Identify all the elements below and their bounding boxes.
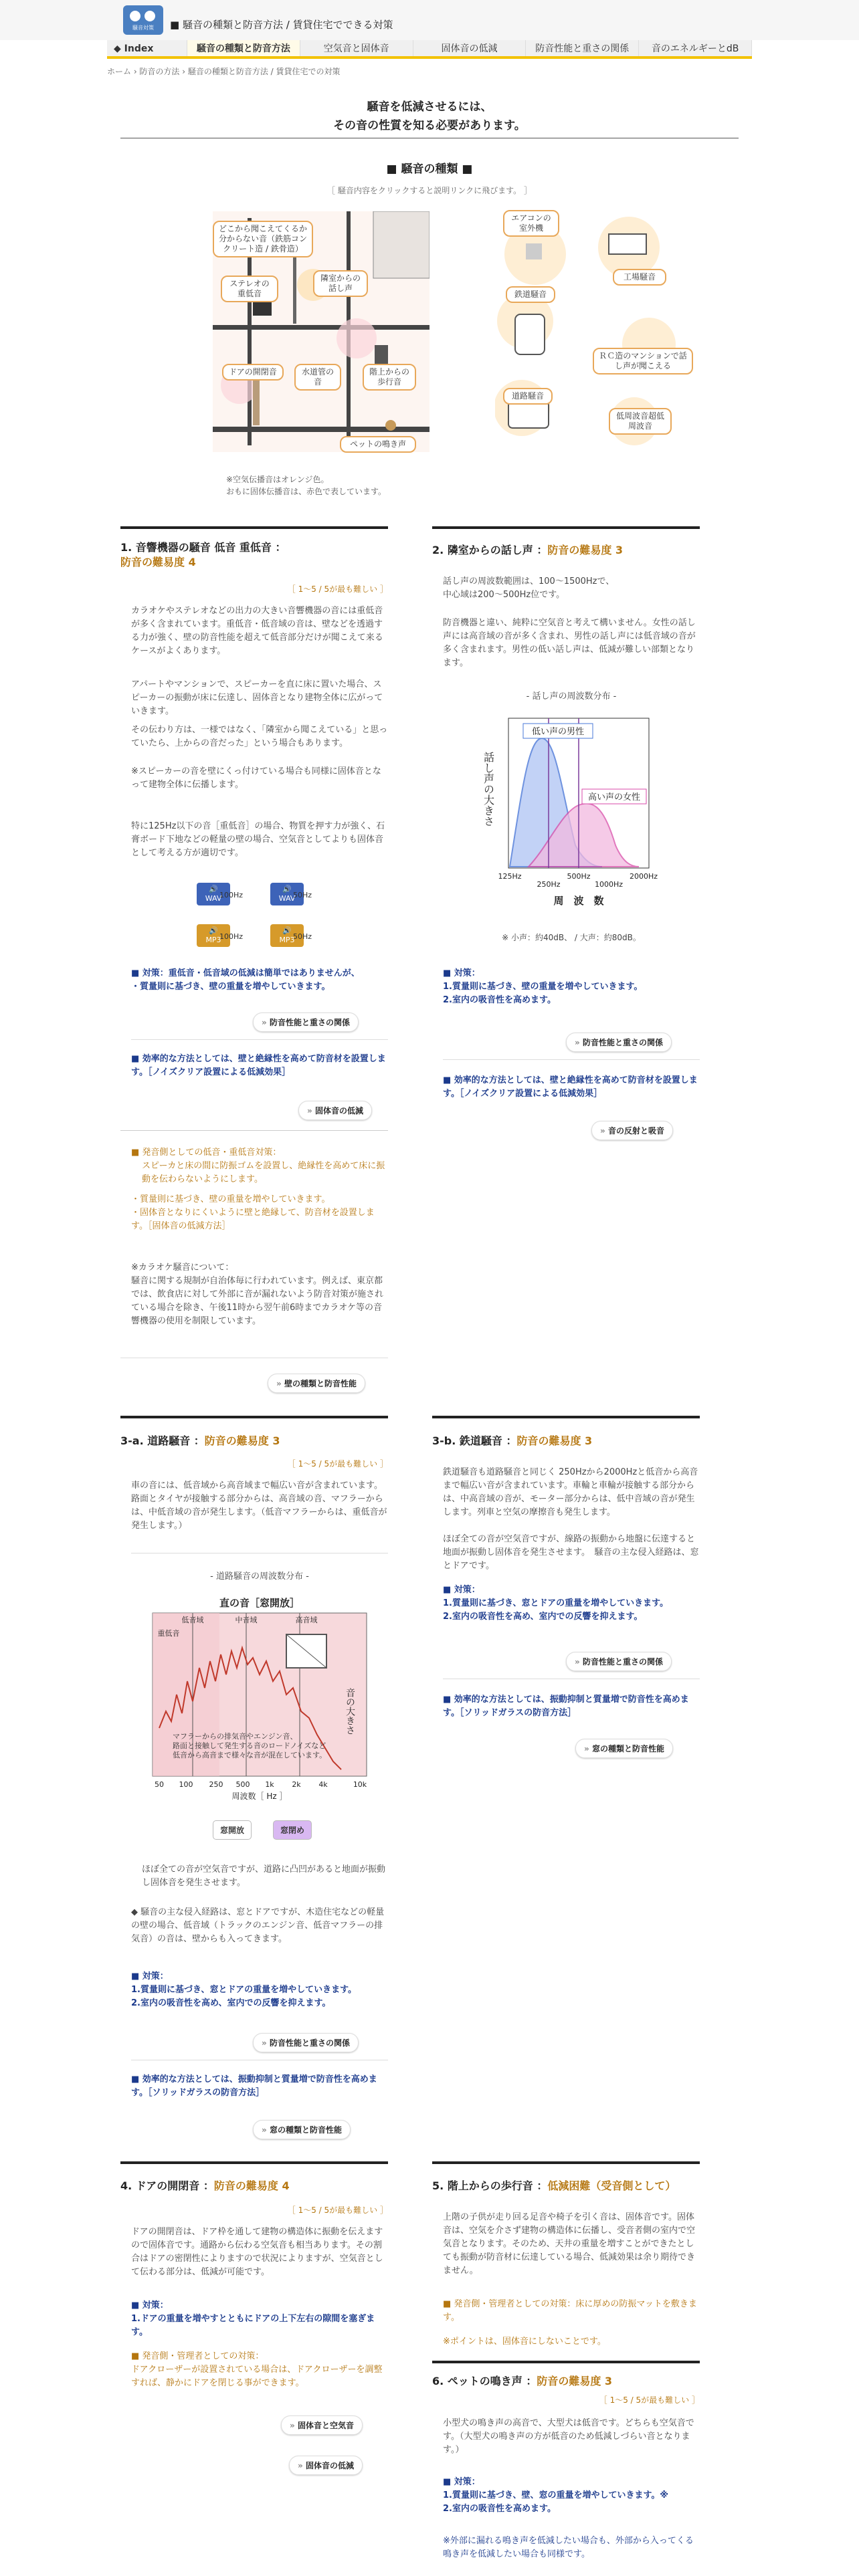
link-weight-relation[interactable]: » 防音性能と重さの関係 (566, 1033, 672, 1052)
section-rule (120, 526, 388, 529)
s1-measure-2: ・質量則に基づき、壁の重量を増やしていきます。 (131, 982, 330, 992)
tag-rc-voice[interactable]: ＲＣ造のマンションで話し声が聞こえる (593, 348, 693, 374)
s2-measure-4: ■ 効率的な方法としては、壁と絶縁性を高めて防音材を設置します。［ノイズクリア設置による低減効果］ (443, 1075, 698, 1099)
link-window-types[interactable]: » 窓の種類と防音性能 (253, 2120, 351, 2139)
voice-frequency-chart (468, 712, 662, 912)
legend-line-2: おもに固体伝播音は、赤色で表しています。 (226, 487, 387, 496)
types-note: ［ 騒音内容をクリックすると説明リンクに飛びます。 ］ (327, 186, 532, 195)
x-tick-1k: 1k (265, 1780, 274, 1789)
tag-unknown-source[interactable]: どこから聞こえてくるか分からない音（鉄筋コンクリート造 / 鉄骨造） (213, 221, 313, 257)
s3b-measure-4: ■ 効率的な方法としては、振動抑制と質量増で防音性を高めます。［ソリッドガラスの防音方法］ (443, 1695, 689, 1718)
s3a-chart-caption: - 道路騒音の周波数分布 - (210, 1572, 309, 1582)
s4-title: 4. ドアの開閉音 ： (120, 2179, 214, 2192)
band-high: 高音域 (295, 1616, 318, 1624)
link-window-types[interactable]: » 窓の種類と防音性能 (575, 1739, 673, 1758)
tag-water-pipe[interactable]: 水道管の音 (294, 364, 341, 391)
s3b-measure-3: 2.室内の吸音性を高め、室内での反響を抑えます。 (443, 1612, 643, 1622)
x-axis-label: 周 波 数 (553, 895, 604, 907)
sound-wav-100hz[interactable]: 🔊 WAV (197, 883, 230, 905)
sound-label: 100Hz (219, 891, 244, 899)
s2-measure-1: ■ 対策： (443, 968, 480, 978)
x-tick-2000: 2000Hz (629, 872, 658, 881)
s3a-heading (120, 1434, 388, 1448)
s3b-p2: ほぼ全ての音が空気音ですが、線路の振動から地盤に伝達すると地面が振動し固体音を発生させます。 騒音の主な侵入経路は、窓とドアです。 (443, 1534, 699, 1571)
s2-chart-caption: - 話し声の周波数分布 - (526, 691, 617, 702)
tag-neighbor-voice[interactable]: 隣室からの話し声 (313, 270, 368, 297)
nav-structure-reduction[interactable]: 固体音の低減 (413, 40, 527, 56)
tag-stereo-bass[interactable]: ステレオの重低音 (221, 276, 278, 302)
site-logo[interactable] (123, 5, 163, 35)
divider (131, 1039, 388, 1040)
nav-weight-relation[interactable]: 防音性能と重さの関係 (526, 40, 639, 56)
sound-mp3-100hz[interactable]: 🔊 MP3 (197, 924, 230, 947)
s2-measure-2: 1.質量則に基づき、壁の重量を増やしていきます。 (443, 982, 643, 992)
s1-measure-3: ■ 効率的な方法としては、壁と絶縁性を高めて防音材を設置します。［ノイズクリア設置による低減効果］ (131, 1054, 386, 1077)
sound-mp3-50hz[interactable]: 🔊 MP3 (270, 924, 304, 947)
site-title: ■ 騒音の種類と防音方法 / 賃貸住宅でできる対策 (170, 19, 393, 31)
s6-measure-2: 1.質量則に基づき、壁、窓の重量を増やしていきます。※ (443, 2490, 669, 2500)
x-tick-2k: 2k (292, 1780, 301, 1789)
s1-p5: 特に125Hz以下の音［重低音］の場合、物質を押す力が強く、石膏ボード下地などの軽量の壁の場合、空気音としてよりも固体音として考える方が適切です。 (131, 821, 385, 858)
legend-male: 低い声の男性 (531, 727, 585, 737)
s3b-level: 防音の難易度 3 (516, 1434, 593, 1447)
section-rule (432, 1416, 700, 1418)
s4-measure-2: 1.ドアの重量を増やすとともにドアの上下左右の隙間を塞ぎます。 (131, 2314, 375, 2337)
s3a-measure-2: 1.質量則に基づき、窓とドアの重量を増やしていきます。 (131, 1985, 357, 1995)
legend-line-1: ※空気伝播音はオレンジ色。 (226, 475, 329, 484)
x-tick-10k: 10k (353, 1780, 367, 1789)
s3a-p2: ほぼ全ての音が空気音ですが、道路に凸凹があると地面が振動し固体音を発生させます。 (142, 1864, 386, 1888)
legend-note (226, 473, 386, 498)
divider (120, 1130, 388, 1131)
s3b-title: 3-b. 鉄道騒音 ： (432, 1434, 517, 1447)
chart-subtitle: 直の音［窓開放］ (219, 1597, 300, 1609)
s3b-heading (432, 1434, 700, 1448)
tag-footsteps[interactable]: 階上からの歩行音 (363, 364, 416, 391)
s1-heading (120, 540, 388, 570)
s1-difficulty: ［ 1～5 / 5が最も難しい ］ (287, 584, 388, 594)
s1-measure-1: ■ 対策：重低音・低音域の低減は簡単ではありませんが、 (131, 968, 360, 978)
link-wall-types[interactable]: » 壁の種類と防音性能 (268, 1374, 365, 1393)
link-structure-reduction[interactable]: » 固体音の低減 (289, 2456, 363, 2475)
intro-text (120, 98, 739, 135)
intro-line-2: その音の性質を知る必要があります。 (333, 119, 526, 132)
nav-airborne-structure[interactable]: 空気音と固体音 (300, 40, 413, 56)
road-noise-chart (146, 1594, 373, 1802)
s1-o2: スピーカと床の間に防振ゴムを設置し、絶縁性を高めて床に振動を伝わらないようにします。 (142, 1161, 385, 1184)
breadcrumb[interactable]: ホーム › 防音の方法 › 騒音の種類と防音方法 / 賃貸住宅での対策 (107, 67, 341, 76)
legend-female: 高い声の女性 (587, 792, 641, 802)
s2-p3: 防音機器と違い、純粋に空気音と考えて構いません。女性の話し声には高音域の音が多く含まれ、男性の話し声には低音域の音が多く含まれます。男性の低い話し声は、低減が難しい部類となります。 (443, 618, 696, 668)
s1-p1: カラオケやステレオなどの出力の大きい音響機器の音には重低音が多く含まれています。重低音・低音域の音は、壁などを透過する力が強く、壁の防音性能を超えて低音部分だけが聞こえて来るケースがよくあります。 (131, 606, 383, 656)
s1-p4: ※スピーカーの音を壁にくっ付けている場合も同様に固体音となって建物全体に伝播します。 (131, 766, 381, 790)
main-nav (107, 40, 752, 59)
s2-measure-3: 2.室内の吸音性を高めます。 (443, 995, 556, 1005)
link-structure-reduction[interactable]: » 固体音の低減 (298, 1101, 372, 1120)
s3a-measure-4: ■ 効率的な方法としては、振動抑制と質量増で防音性を高めます。［ソリッドガラスの防音方法］ (131, 2074, 377, 2098)
x-tick-125: 125Hz (498, 872, 522, 881)
y-axis-label-road: 音の大きさ (345, 1688, 355, 1735)
s1-o1: ■ 発音側としての低音・重低音対策： (131, 1148, 282, 1158)
s6-p1: 小型犬の鳴き声の高音で、大型犬は低音です。どちらも空気音です。（大型犬の鳴き声の方が低音のため低減しづらい音となります。） (443, 2418, 694, 2455)
s6-heading (432, 2374, 700, 2389)
x-tick-500: 500Hz (567, 872, 591, 881)
sound-label: 50Hz (293, 932, 312, 941)
x-tick-4k: 4k (318, 1780, 328, 1789)
s4-measure-1: ■ 対策： (131, 2300, 169, 2311)
s4-o1: ■ 発音側・管理者としての対策： (131, 2351, 264, 2361)
s6-difficulty: ［ 1～5 / 5が最も難しい ］ (599, 2395, 700, 2405)
s5-heading (432, 2179, 700, 2193)
s3b-measure-1: ■ 対策： (443, 1585, 480, 1595)
nav-energy-db[interactable]: 音のエネルギーとdB (639, 40, 752, 56)
types-title: ■ 騒音の種類 ■ (386, 163, 473, 176)
s1-level: 防音の難易度 4 (120, 556, 196, 568)
s5-p1: 上階の子供が走り回る足音や椅子を引く音は、固体音です。固体音は、空気を介さず建物の構造体に伝播し、受音者側の室内で空気音となります。そのため、天井の重量を増すことができたとしても振動が防音材に伝達している場合、低減効果は余り期待できません。 (443, 2212, 696, 2276)
s6-p2: ※外部に漏れる鳴き声を低減したい場合も、外部から入ってくる鳴き声を低減したい場合も同様です。 (443, 2536, 694, 2559)
tag-road[interactable]: 道路騒音 (503, 388, 553, 405)
sound-label: 100Hz (219, 932, 244, 941)
s2-heading (432, 543, 700, 558)
s1-p7: 騒音に関する規制が自治体毎に行われています。例えば、東京都では、飲食店に対して外部に音が漏れないよう防音対策が施されている場合を除き、午後11時から翌午前6時までカラオケ等の音響機器の使用を制限しています。 (131, 1276, 384, 1326)
s3a-title: 3-a. 道路騒音 ： (120, 1434, 205, 1447)
link-airborne-structure[interactable]: » 固体音と空気音 (281, 2416, 363, 2435)
s4-p1: ドアの開閉音は、ドア枠を通して建物の構造体に振動を伝えますので固体音です。通路から伝わる空気音も相当あります。その割合はドアの密閉性によりますので状況によりますが、空気音として伝わる部分は、低減が可能です。 (131, 2227, 383, 2277)
house-diagram (213, 211, 430, 452)
s1-o3: ・質量則に基づき、壁の重量を増やしていきます。 (131, 1194, 330, 1204)
link-weight-relation[interactable]: » 防音性能と重さの関係 (253, 2033, 359, 2052)
s2-p2: 中心域は200～500Hz位です。 (443, 590, 565, 600)
s2-title: 2. 隣室からの話し声 ： (432, 544, 548, 556)
nav-noise-types[interactable]: 騒音の種類と防音方法 (187, 40, 300, 56)
link-reflection-absorption[interactable]: » 音の反射と吸音 (591, 1121, 673, 1140)
s5-level: 低減困難（受音側として） (547, 2179, 676, 2192)
x-tick-250: 250Hz (537, 880, 561, 889)
section-rule (432, 2361, 700, 2363)
tag-factory[interactable]: 工場騒音 (613, 269, 666, 286)
tag-low-frequency[interactable]: 低周波音超低周波音 (609, 408, 672, 435)
band-sub-bass: 重低音 (157, 1629, 180, 1638)
s6-title: 6. ペットの鳴き声 ： (432, 2375, 537, 2387)
s4-heading (120, 2179, 388, 2193)
toggle-window-open[interactable]: 窓開放 (213, 1820, 252, 1840)
chart-annotation: マフラーからの排気音やエンジン音、 路面と接触して発生する音のロードノイズなど 低音から高音まで様々な音が混在しています。 (173, 1732, 327, 1759)
section-rule (120, 1416, 388, 1418)
x-tick-50: 50 (155, 1780, 164, 1789)
nav-index[interactable]: ◆ Index (107, 40, 187, 56)
s5-source-measure: ■ 発音側・管理者としての対策：床に厚めの防振マットを敷きます。 (443, 2299, 697, 2323)
toggle-window-closed[interactable]: 窓閉め (273, 1820, 312, 1840)
sound-wav-50hz[interactable]: 🔊 WAV (270, 883, 304, 905)
section-rule (120, 2161, 388, 2164)
s1-title: 1. 音響機器の騒音 低音 重低音 ： (120, 541, 286, 554)
s3a-measure-3: 2.室内の吸音性を高め、室内での反響を抑えます。 (131, 1998, 331, 2008)
link-weight-relation[interactable]: » 防音性能と重さの関係 (253, 1012, 359, 1032)
s1-p3: その伝わり方は、一様ではなく、「隣室から聞こえている」と思っていたら、上からの音だった」という場合もあります。 (131, 725, 388, 748)
outdoor-diagram (495, 207, 702, 455)
s1-p6: ※カラオケ騒音について： (131, 1263, 234, 1273)
x-tick-250: 250 (209, 1780, 223, 1789)
s4-source-measures (131, 2350, 388, 2390)
s2-level: 防音の難易度 3 (547, 544, 624, 556)
intro-line-1: 騒音を低減させるには、 (367, 100, 492, 114)
sound-label: 50Hz (293, 891, 312, 899)
link-weight-relation[interactable]: » 防音性能と重さの関係 (566, 1652, 672, 1671)
s3a-p1: 車の音には、低音域から高音域まで幅広い音が含まれています。路面とタイヤが接触する部分からは、高音域の音、マフラーからは、中低音域の音が発生します。（低音マフラーからは、重低音が発生します。） (131, 1481, 387, 1531)
s2-note: ※ 小声：約40dB、 / 大声：約80dB。 (502, 933, 641, 942)
tag-railway[interactable]: 鉄道騒音 (506, 286, 555, 303)
s4-difficulty: ［ 1～5 / 5が最も難しい ］ (287, 2206, 388, 2215)
s3a-level: 防音の難易度 3 (204, 1434, 280, 1447)
divider (443, 1059, 700, 1060)
s6-level: 防音の難易度 3 (537, 2375, 613, 2387)
tag-door-noise[interactable]: ドアの開閉音 (222, 364, 284, 381)
band-low: 低音域 (181, 1616, 204, 1624)
x-tick-100: 100 (179, 1780, 193, 1789)
x-tick-500: 500 (235, 1780, 250, 1789)
s4-o2: ドアクローザーが設置されている場合は、ドアクローザーを調整すれば、静かにドアを閉じる事ができます。 (131, 2365, 383, 2388)
s1-source-measures (131, 1146, 388, 1233)
s3b-p1: 鉄道騒音も道路騒音と同じく 250Hzから2000Hzと低音から高音まで幅広い音が含まれています。車輪と車輪が接触する部分からは、中高音域の音が、モーター部分からは、低中音域の音が発生します。列車と空気の摩擦音も発生します。 (443, 1467, 698, 1517)
tag-pet[interactable]: ペットの鳴き声 (340, 436, 416, 453)
s5-title: 5. 階上からの歩行音 ： (432, 2179, 548, 2192)
tag-aircon[interactable]: エアコンの室外機 (503, 210, 559, 237)
s5-p2: ※ポイントは、固体音にしないことです。 (443, 2337, 606, 2347)
s1-p2: アパートやマンションで、スピーカーを直に床に置いた場合、スピーカーの振動が床に伝達し、固体音となり建物全体に広がっていきます。 (131, 679, 383, 716)
s3a-p3: ◆ 騒音の主な侵入経路は、窓とドアですが、木造住宅などの軽量の壁の場合、低音域（トラックのエンジン音、低音マフラーの排気音）の音は、壁からも入ってきます。 (131, 1907, 385, 1944)
s3a-difficulty: ［ 1～5 / 5が最も難しい ］ (287, 1459, 388, 1469)
section-rule (432, 2161, 700, 2164)
s2-p1: 話し声の周波数範囲は、100～1500Hzで、 (443, 576, 615, 586)
s6-measure-3: 2.室内の吸音性を高めます。 (443, 2504, 556, 2514)
s4-level: 防音の難易度 4 (213, 2179, 290, 2192)
s6-measure-1: ■ 対策： (443, 2477, 480, 2487)
s3a-measure-1: ■ 対策： (131, 1971, 169, 1981)
s1-o4: ・固体音となりにくいように壁と絶縁して、防音材を設置します。［固体音の低減方法］ (131, 1208, 375, 1231)
logo-text: 騒音対策 (132, 25, 154, 31)
y-axis-label: 話し声の大きさ (482, 752, 495, 827)
s3b-measure-2: 1.質量則に基づき、窓とドアの重量を増やしていきます。 (443, 1598, 669, 1608)
x-axis-label-road: 周波数［ Hz ］ (231, 1792, 288, 1801)
x-tick-1000: 1000Hz (594, 880, 624, 889)
band-mid: 中音域 (235, 1616, 258, 1624)
section-rule (432, 526, 700, 529)
